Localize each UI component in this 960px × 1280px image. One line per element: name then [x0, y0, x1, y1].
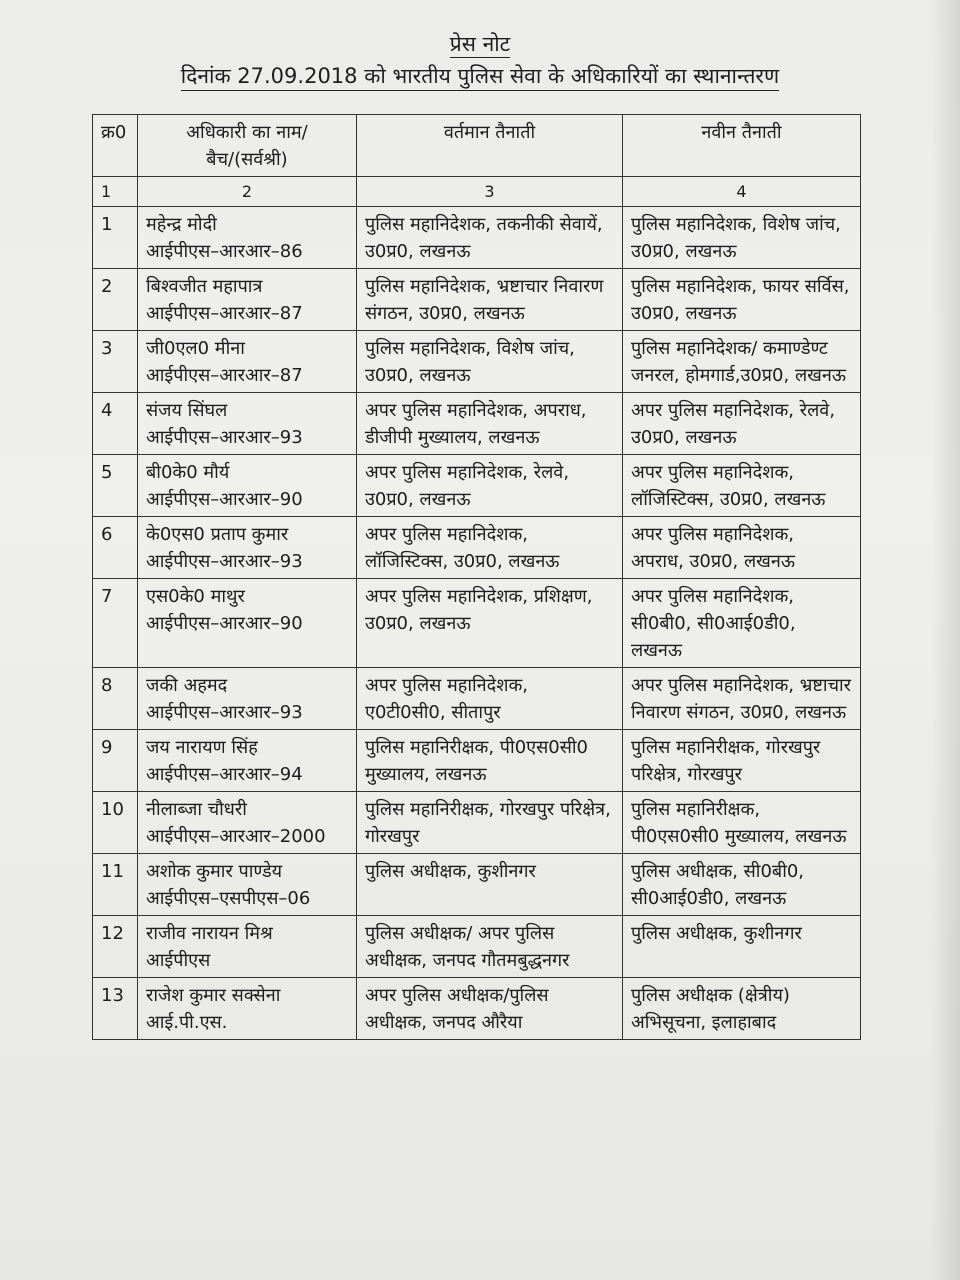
table-row — [93, 579, 861, 668]
new-posting: अपर पुलिस महानिदेशक, लॉजिस्टिक्स, उ0प्र0, लखनऊ — [623, 455, 861, 517]
current-posting: पुलिस महानिरीक्षक, पी0एस0सी0 मुख्यालय, लखनऊ — [357, 730, 623, 792]
serial-number: 9 — [93, 730, 138, 792]
officer-name: एस0के0 माथुर — [146, 586, 245, 607]
current-posting: अपर पुलिस महानिदेशक, ए0टी0सी0, सीतापुर — [357, 668, 623, 730]
officer-batch: आईपीएस–आरआर–87 — [146, 365, 303, 386]
current-posting: अपर पुलिस महानिदेशक, प्रशिक्षण, उ0प्र0, लखनऊ — [357, 579, 623, 668]
current-posting: पुलिस महानिरीक्षक, गोरखपुर परिक्षेत्र, गोरखपुर — [357, 792, 623, 854]
officer-name: राजीव नारायन मिश्र — [146, 923, 273, 944]
serial-number: 5 — [93, 455, 138, 517]
table-row — [93, 792, 861, 854]
serial-number: 11 — [93, 854, 138, 916]
current-posting: पुलिस अधीक्षक, कुशीनगर — [357, 854, 623, 916]
officer-cell — [138, 269, 357, 331]
officer-cell — [138, 730, 357, 792]
officer-batch: आईपीएस–आरआर–93 — [146, 702, 303, 723]
table-row — [93, 730, 861, 792]
header-new-posting: नवीन तैनाती — [623, 115, 861, 177]
new-posting: पुलिस महानिरीक्षक, पी0एस0सी0 मुख्यालय, लखनऊ — [623, 792, 861, 854]
serial-number: 4 — [93, 393, 138, 455]
officer-cell — [138, 854, 357, 916]
officer-batch: आईपीएस–आरआर–93 — [146, 427, 303, 448]
column-number: 3 — [357, 177, 623, 207]
officer-cell — [138, 978, 357, 1040]
new-posting: पुलिस महानिदेशक, विशेष जांच, उ0प्र0, लखनऊ — [623, 207, 861, 269]
header-current-posting: वर्तमान तैनाती — [357, 115, 623, 177]
table-row — [93, 668, 861, 730]
officer-cell — [138, 207, 357, 269]
column-number-row — [93, 177, 861, 207]
table-row — [93, 207, 861, 269]
officer-cell — [138, 668, 357, 730]
new-posting: पुलिस महानिदेशक, फायर सर्विस, उ0प्र0, लखनऊ — [623, 269, 861, 331]
serial-number: 8 — [93, 668, 138, 730]
officer-name: अशोक कुमार पाण्डेय — [146, 861, 283, 882]
table-row — [93, 331, 861, 393]
officer-name: जकी अहमद — [146, 675, 228, 696]
officer-batch: आईपीएस–आरआर–2000 — [146, 826, 326, 847]
header-serial: क्र0 — [93, 115, 138, 177]
current-posting: पुलिस अधीक्षक/ अपर पुलिस अधीक्षक, जनपद गौतमबुद्धनगर — [357, 916, 623, 978]
header-name: अधिकारी का नाम/ बैच/(सर्वश्री) — [138, 115, 357, 177]
officer-batch: आईपीएस — [146, 950, 211, 971]
officer-cell — [138, 455, 357, 517]
officer-batch: आईपीएस–आरआर–90 — [146, 489, 303, 510]
new-posting: अपर पुलिस महानिदेशक, सी0बी0, सी0आई0डी0, लखनऊ — [623, 579, 861, 668]
page-shadow — [930, 0, 960, 1280]
serial-number: 12 — [93, 916, 138, 978]
current-posting: अपर पुलिस महानिदेशक, रेलवे, उ0प्र0, लखनऊ — [357, 455, 623, 517]
table-row — [93, 978, 861, 1040]
column-number: 2 — [138, 177, 357, 207]
serial-number: 3 — [93, 331, 138, 393]
serial-number: 13 — [93, 978, 138, 1040]
officer-batch: आईपीएस–आरआर–93 — [146, 551, 303, 572]
officer-cell — [138, 517, 357, 579]
transfer-title: दिनांक 27.09.2018 को भारतीय पुलिस सेवा के अधिकारियों का स्थानान्तरण — [181, 64, 779, 91]
new-posting: अपर पुलिस महानिदेशक, भ्रष्टाचार निवारण संगठन, उ0प्र0, लखनऊ — [623, 668, 861, 730]
new-posting: पुलिस अधीक्षक (क्षेत्रीय) अभिसूचना, इलाहाबाद — [623, 978, 861, 1040]
current-posting: पुलिस महानिदेशक, विशेष जांच, उ0प्र0, लखनऊ — [357, 331, 623, 393]
officer-name: जय नारायण सिंह — [146, 737, 258, 758]
officer-cell — [138, 579, 357, 668]
new-posting: पुलिस अधीक्षक, कुशीनगर — [623, 916, 861, 978]
table-row — [93, 916, 861, 978]
transfer-subheading — [0, 62, 960, 90]
current-posting: पुलिस महानिदेशक, भ्रष्टाचार निवारण संगठन, उ0प्र0, लखनऊ — [357, 269, 623, 331]
transfer-table — [92, 114, 861, 1040]
officer-batch: आईपीएस–आरआर–94 — [146, 764, 303, 785]
officer-batch: आईपीएस–आरआर–90 — [146, 613, 303, 634]
serial-number: 2 — [93, 269, 138, 331]
serial-number: 7 — [93, 579, 138, 668]
new-posting: पुलिस महानिदेशक/ कमाण्डेण्ट जनरल, होमगार्ड,उ0प्र0, लखनऊ — [623, 331, 861, 393]
officer-batch: आईपीएस–आरआर–86 — [146, 241, 303, 262]
table-row — [93, 517, 861, 579]
officer-cell — [138, 393, 357, 455]
new-posting: पुलिस महानिरीक्षक, गोरखपुर परिक्षेत्र, गोरखपुर — [623, 730, 861, 792]
officer-name: महेन्द्र मोदी — [146, 214, 217, 235]
serial-number: 10 — [93, 792, 138, 854]
table-row — [93, 269, 861, 331]
serial-number: 1 — [93, 207, 138, 269]
officer-name: बिश्वजीत महापात्र — [146, 276, 263, 297]
table-row — [93, 455, 861, 517]
current-posting: अपर पुलिस महानिदेशक, अपराध, डीजीपी मुख्यालय, लखनऊ — [357, 393, 623, 455]
officer-name: के0एस0 प्रताप कुमार — [146, 524, 289, 545]
officer-name: जी0एल0 मीना — [146, 338, 245, 359]
new-posting: अपर पुलिस महानिदेशक, अपराध, उ0प्र0, लखनऊ — [623, 517, 861, 579]
current-posting: पुलिस महानिदेशक, तकनीकी सेवायें, उ0प्र0, लखनऊ — [357, 207, 623, 269]
table-row — [93, 393, 861, 455]
press-note-heading — [0, 30, 960, 58]
new-posting: पुलिस अधीक्षक, सी0बी0, सी0आई0डी0, लखनऊ — [623, 854, 861, 916]
officer-cell — [138, 916, 357, 978]
current-posting: अपर पुलिस अधीक्षक/पुलिस अधीक्षक, जनपद औरैया — [357, 978, 623, 1040]
press-note-title: प्रेस नोट — [449, 32, 511, 56]
officer-cell — [138, 792, 357, 854]
officer-name: नीलाब्जा चौधरी — [146, 799, 247, 820]
table-row — [93, 854, 861, 916]
officer-batch: आईपीएस–एसपीएस–06 — [146, 888, 311, 909]
officer-name: संजय सिंघल — [146, 400, 228, 421]
column-number: 1 — [93, 177, 138, 207]
officer-batch: आईपीएस–आरआर–87 — [146, 303, 303, 324]
officer-name: राजेश कुमार सक्सेना — [146, 985, 281, 1006]
officer-name: बी0के0 मौर्य — [146, 462, 230, 483]
column-number: 4 — [623, 177, 861, 207]
current-posting: अपर पुलिस महानिदेशक, लॉजिस्टिक्स, उ0प्र0, लखनऊ — [357, 517, 623, 579]
serial-number: 6 — [93, 517, 138, 579]
officer-batch: आई.पी.एस. — [146, 1012, 228, 1033]
officer-cell — [138, 331, 357, 393]
table-header-row — [93, 115, 861, 177]
new-posting: अपर पुलिस महानिदेशक, रेलवे, उ0प्र0, लखनऊ — [623, 393, 861, 455]
